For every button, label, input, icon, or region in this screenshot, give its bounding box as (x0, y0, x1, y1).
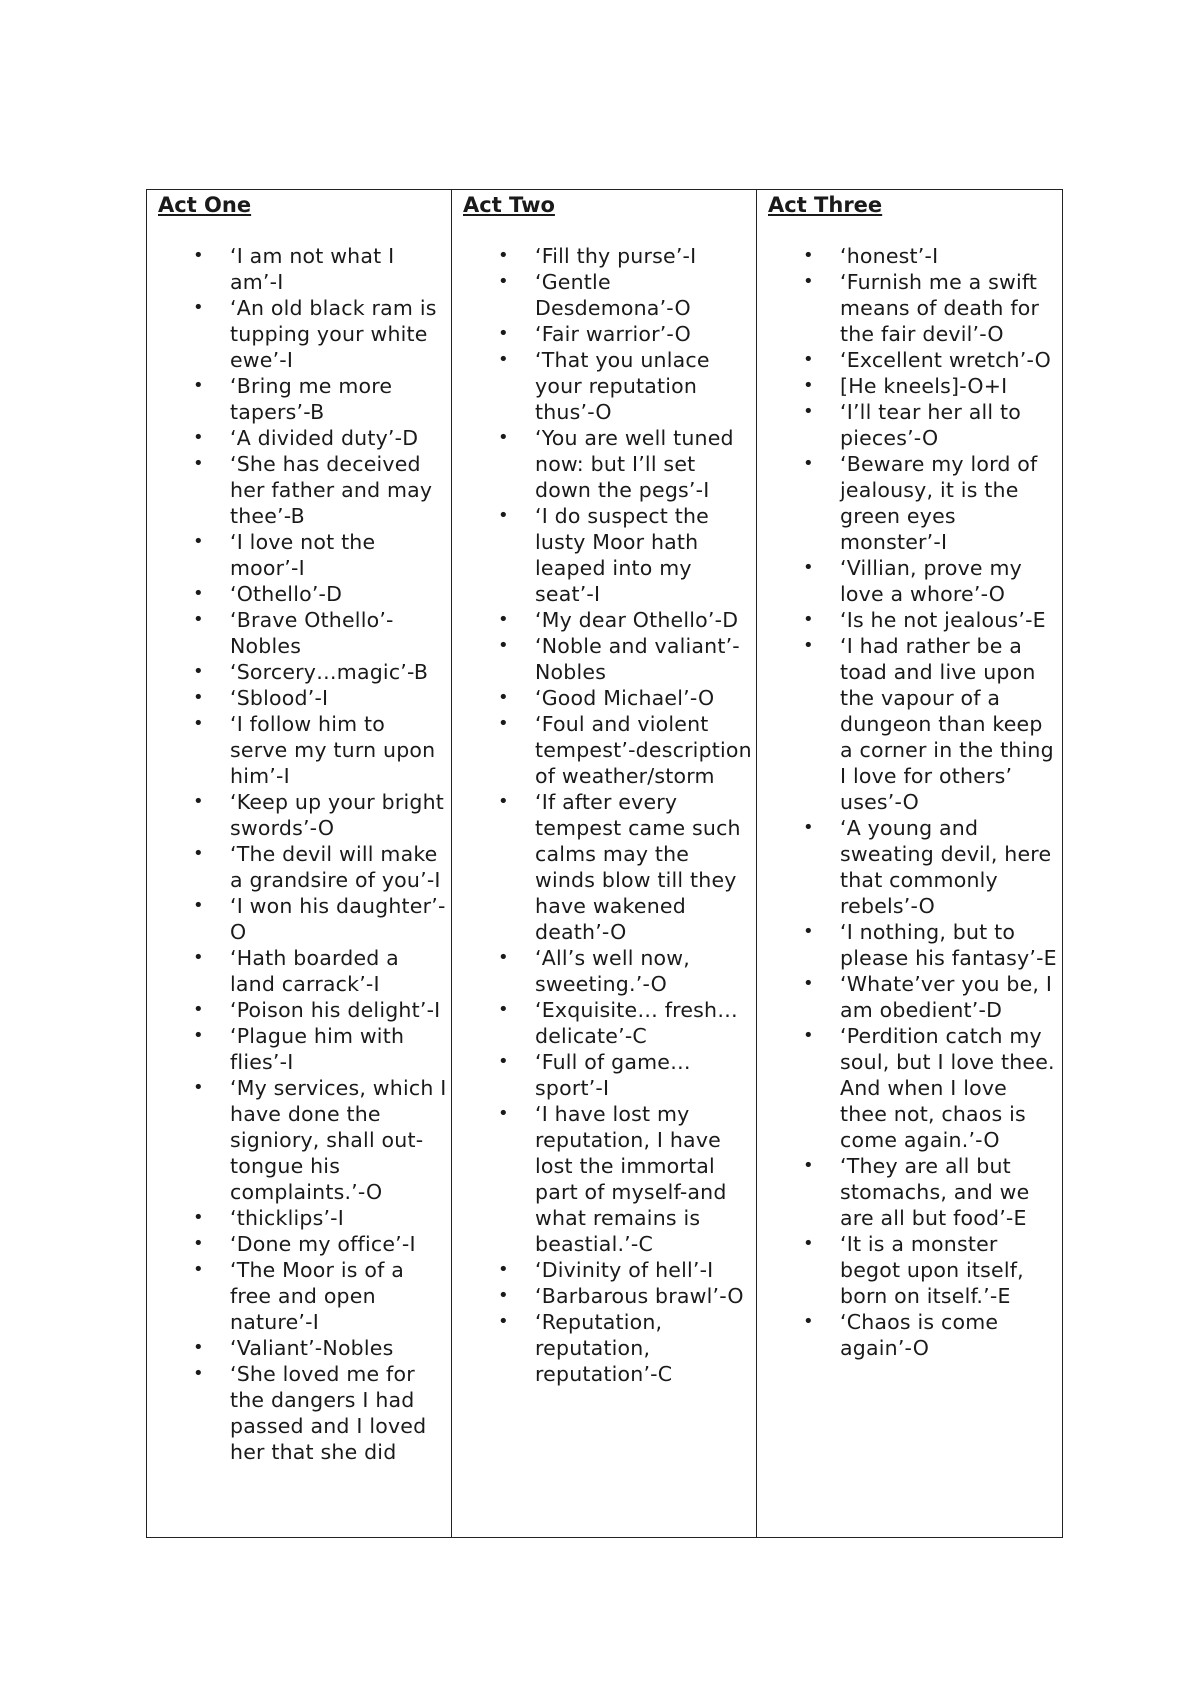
bullet-icon: • (498, 713, 509, 734)
quote-text: ‘Excellent wretch’-O (840, 348, 1051, 372)
quote-item (452, 243, 756, 269)
quote-item (147, 1231, 451, 1257)
bullet-icon: • (498, 635, 509, 656)
acts-quote-table (146, 189, 1063, 1538)
bullet-icon: • (803, 1233, 814, 1254)
bullet-icon: • (498, 1259, 509, 1280)
act-two-column (452, 190, 757, 1538)
quote-text: ‘A young and sweating devil, here that commonly rebels’-O (840, 816, 1052, 918)
bullet-icon: • (498, 1311, 509, 1332)
quote-item (452, 1283, 756, 1309)
bullet-icon: • (498, 505, 509, 526)
act-three-column (757, 190, 1063, 1538)
bullet-icon: • (193, 531, 204, 552)
bullet-icon: • (193, 245, 204, 266)
quote-item (147, 295, 451, 373)
quote-item (147, 425, 451, 451)
quote-item (147, 451, 451, 529)
quote-item (452, 1049, 756, 1101)
quote-text: ‘Hath boarded a land carrack’-I (230, 946, 399, 996)
act-three-quote-list (757, 243, 1062, 1361)
quote-item (452, 1257, 756, 1283)
act-two-heading: Act Two (463, 193, 555, 217)
quote-item (757, 347, 1062, 373)
quote-text: [He kneels]-O+I (840, 374, 1008, 398)
quote-item (452, 607, 756, 633)
quote-text: ‘All’s well now, sweeting.’-O (535, 946, 690, 996)
quote-item (757, 243, 1062, 269)
act-one-quote-list (147, 243, 451, 1465)
quote-text: ‘Is he not jealous’-E (840, 608, 1046, 632)
quote-text: ‘I have lost my reputation, I have lost the immortal part of myself-and what remains is beastial.’-C (535, 1102, 727, 1256)
bullet-icon: • (498, 687, 509, 708)
quote-item (147, 1335, 451, 1361)
quote-item (757, 971, 1062, 1023)
act-one-heading: Act One (158, 193, 252, 217)
quote-item (147, 1257, 451, 1335)
quote-item (452, 1309, 756, 1387)
bullet-icon: • (498, 427, 509, 448)
bullet-icon: • (803, 271, 814, 292)
quote-text: ‘Perdition catch my soul, but I love thee. And when I love thee not, chaos is come again.’-O (840, 1024, 1055, 1152)
quote-text: ‘Sorcery…magic’-B (230, 660, 429, 684)
bullet-icon: • (803, 375, 814, 396)
bullet-icon: • (193, 1259, 204, 1280)
quote-item (147, 945, 451, 997)
bullet-icon: • (803, 609, 814, 630)
quote-text: ‘Sblood’-I (230, 686, 329, 710)
bullet-icon: • (193, 427, 204, 448)
quote-item (147, 243, 451, 295)
quote-item (757, 1231, 1062, 1309)
quote-text: ‘Good Michael’-O (535, 686, 715, 710)
quote-item (452, 1101, 756, 1257)
quote-text: ‘Othello’-D (230, 582, 343, 606)
quote-text: ‘Reputation, reputation, reputation’-C (535, 1310, 673, 1386)
quote-text: ‘I had rather be a toad and live upon the vapour of a dungeon than keep a corner in the thing I love for others’ uses’-O (840, 634, 1054, 814)
quote-text: ‘She loved me for the dangers I had passed and I loved her that she did (230, 1362, 427, 1464)
quote-item (147, 1205, 451, 1231)
quote-text: ‘I won his daughter’-O (230, 894, 446, 944)
quote-item (147, 373, 451, 425)
bullet-icon: • (193, 791, 204, 812)
quote-text: ‘Exquisite… fresh… delicate’-C (535, 998, 738, 1048)
bullet-icon: • (193, 1233, 204, 1254)
quote-item (452, 269, 756, 321)
bullet-icon: • (498, 947, 509, 968)
bullet-icon: • (803, 1155, 814, 1176)
quote-text: ‘It is a monster begot upon itself, born on itself.’-E (840, 1232, 1024, 1308)
bullet-icon: • (193, 661, 204, 682)
bullet-icon: • (193, 1025, 204, 1046)
quote-text: ‘That you unlace your reputation thus’-O (535, 348, 710, 424)
quote-text: ‘I do suspect the lusty Moor hath leaped into my seat’-I (535, 504, 709, 606)
quote-item (452, 789, 756, 945)
quote-text: ‘If after every tempest came such calms may the winds blow till they have wakened death’-O (535, 790, 741, 944)
quote-item (452, 347, 756, 425)
quote-text: ‘I love not the moor’-I (230, 530, 376, 580)
quote-item (757, 1309, 1062, 1361)
quote-item (452, 321, 756, 347)
quote-item (147, 607, 451, 659)
bullet-icon: • (803, 453, 814, 474)
bullet-icon: • (498, 609, 509, 630)
quote-item (147, 711, 451, 789)
bullet-icon: • (498, 1285, 509, 1306)
bullet-icon: • (803, 1311, 814, 1332)
quote-text: ‘My dear Othello’-D (535, 608, 739, 632)
quote-text: ‘They are all but stomachs, and we are all but food’-E (840, 1154, 1030, 1230)
quote-text: ‘Gentle Desdemona’-O (535, 270, 691, 320)
quote-item (452, 997, 756, 1049)
quote-text: ‘The Moor is of a free and open nature’-I (230, 1258, 405, 1334)
quote-item (147, 1361, 451, 1465)
bullet-icon: • (193, 1077, 204, 1098)
quote-item (452, 633, 756, 685)
quote-text: ‘Foul and violent tempest’-description of weather/storm (535, 712, 752, 788)
act-one-column (147, 190, 452, 1538)
quote-item (147, 685, 451, 711)
quote-item (452, 945, 756, 997)
quote-text: ‘I follow him to serve my turn upon him’-I (230, 712, 436, 788)
table-row (147, 190, 1063, 1538)
bullet-icon: • (498, 1051, 509, 1072)
bullet-icon: • (193, 947, 204, 968)
quote-item (757, 815, 1062, 919)
quote-text: ‘honest’-I (840, 244, 939, 268)
act-two-quote-list (452, 243, 756, 1387)
quote-item (757, 607, 1062, 633)
bullet-icon: • (498, 999, 509, 1020)
bullet-icon: • (498, 349, 509, 370)
quote-text: ‘My services, which I have done the signiory, shall out-tongue his complaints.’-O (230, 1076, 447, 1204)
bullet-icon: • (803, 349, 814, 370)
quote-text: ‘Plague him with flies’-I (230, 1024, 405, 1074)
bullet-icon: • (193, 609, 204, 630)
quote-item (757, 555, 1062, 607)
quote-item (147, 997, 451, 1023)
bullet-icon: • (498, 791, 509, 812)
bullet-icon: • (193, 713, 204, 734)
quote-text: ‘Done my office’-I (230, 1232, 416, 1256)
quote-item (147, 841, 451, 893)
bullet-icon: • (803, 1025, 814, 1046)
quote-text: ‘Fill thy purse’-I (535, 244, 697, 268)
quote-text: ‘I nothing, but to please his fantasy’-E (840, 920, 1057, 970)
quote-text: ‘A divided duty’-D (230, 426, 419, 450)
quote-item (452, 425, 756, 503)
quote-item (147, 529, 451, 581)
quote-item (452, 685, 756, 711)
bullet-icon: • (803, 401, 814, 422)
bullet-icon: • (803, 245, 814, 266)
quote-text: ‘Furnish me a swift means of death for the fair devil’-O (840, 270, 1040, 346)
quote-item (757, 373, 1062, 399)
quote-text: ‘Full of game… sport’-I (535, 1050, 691, 1100)
bullet-icon: • (803, 817, 814, 838)
quote-text: ‘Brave Othello’-Nobles (230, 608, 394, 658)
quote-text: ‘thicklips’-I (230, 1206, 345, 1230)
bullet-icon: • (193, 583, 204, 604)
quote-item (757, 1153, 1062, 1231)
quote-item (757, 269, 1062, 347)
quote-text: ‘Whate’ver you be, I am obedient’-D (840, 972, 1053, 1022)
quote-text: ‘I am not what I am’-I (230, 244, 395, 294)
bullet-icon: • (803, 557, 814, 578)
quote-text: ‘Fair warrior’-O (535, 322, 691, 346)
quote-text: ‘Divinity of hell’-I (535, 1258, 714, 1282)
bullet-icon: • (193, 999, 204, 1020)
quote-text: ‘You are well tuned now: but I’ll set down the pegs’-I (535, 426, 734, 502)
quote-text: ‘Keep up your bright swords’-O (230, 790, 445, 840)
quote-item (757, 451, 1062, 555)
bullet-icon: • (193, 297, 204, 318)
act-three-heading: Act Three (768, 193, 883, 217)
quote-text: ‘Villian, prove my love a whore’-O (840, 556, 1022, 606)
bullet-icon: • (193, 1363, 204, 1384)
bullet-icon: • (193, 895, 204, 916)
bullet-icon: • (498, 245, 509, 266)
bullet-icon: • (498, 271, 509, 292)
bullet-icon: • (498, 1103, 509, 1124)
bullet-icon: • (803, 921, 814, 942)
quote-item (147, 1023, 451, 1075)
quote-item (757, 633, 1062, 815)
bullet-icon: • (498, 323, 509, 344)
quote-text: ‘Beware my lord of jealousy, it is the green eyes monster’-I (840, 452, 1038, 554)
bullet-icon: • (193, 453, 204, 474)
bullet-icon: • (193, 1337, 204, 1358)
bullet-icon: • (193, 1207, 204, 1228)
quote-text: ‘I’ll tear her all to pieces’-O (840, 400, 1021, 450)
quote-item (147, 659, 451, 685)
quote-item (757, 399, 1062, 451)
quote-text: ‘She has deceived her father and may thee’-B (230, 452, 433, 528)
quote-item (147, 893, 451, 945)
quote-item (147, 581, 451, 607)
quote-text: ‘The devil will make a grandsire of you’-I (230, 842, 441, 892)
quote-text: ‘Noble and valiant’-Nobles (535, 634, 740, 684)
quote-text: ‘Poison his delight’-I (230, 998, 441, 1022)
quote-item (452, 711, 756, 789)
bullet-icon: • (193, 843, 204, 864)
quote-item (147, 789, 451, 841)
bullet-icon: • (193, 687, 204, 708)
quote-item (757, 1023, 1062, 1153)
quote-text: ‘Chaos is come again’-O (840, 1310, 999, 1360)
quote-text: ‘An old black ram is tupping your white ewe’-I (230, 296, 437, 372)
quote-item (452, 503, 756, 607)
quote-text: ‘Bring me more tapers’-B (230, 374, 393, 424)
quote-item (757, 919, 1062, 971)
bullet-icon: • (193, 375, 204, 396)
bullet-icon: • (803, 973, 814, 994)
quote-text: ‘Valiant’-Nobles (230, 1336, 394, 1360)
bullet-icon: • (803, 635, 814, 656)
quote-item (147, 1075, 451, 1205)
quote-text: ‘Barbarous brawl’-O (535, 1284, 744, 1308)
